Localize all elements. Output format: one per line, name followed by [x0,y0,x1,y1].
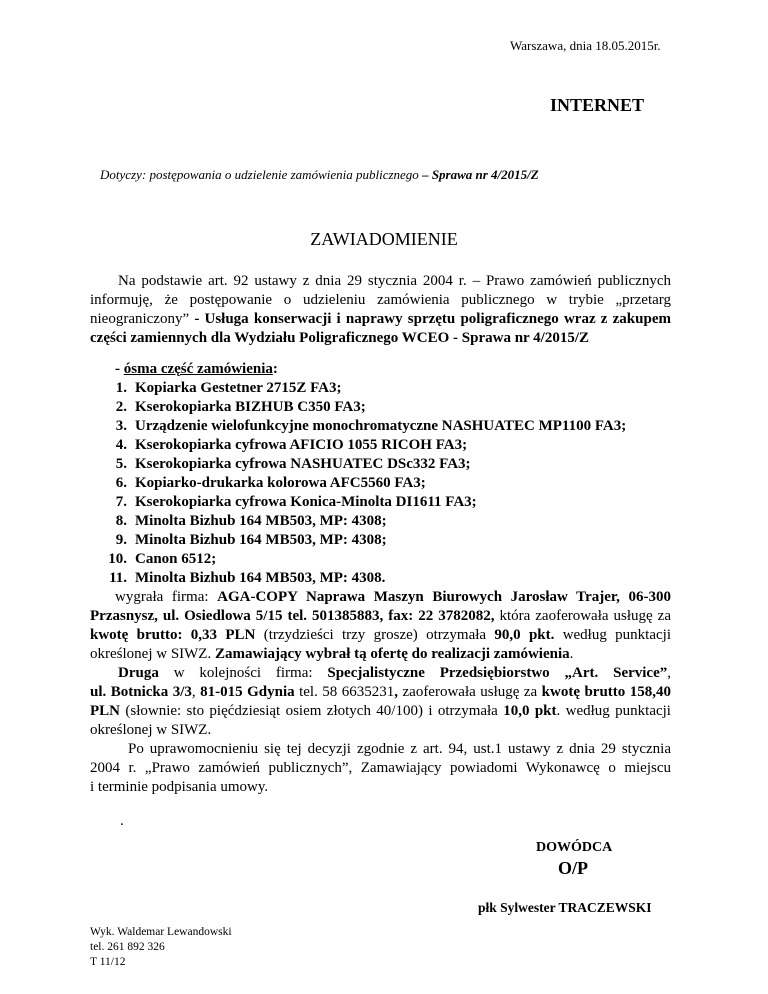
second-score-text: . według punktacji [556,703,671,719]
winner-score: 90,0 pkt. [494,627,555,643]
list-item [105,474,426,493]
list-item-text: Kopiarka Gestetner 2715Z FA3; [135,380,342,396]
winner-score-text: według punktacji [554,627,671,643]
list-item [105,379,342,398]
closing-line-2: 2004 r. „Prawo zamówień publicznych”, Zamawiający powiadomi Wykonawcę o miejscu [90,760,671,776]
winner-price: kwotę brutto: 0,33 PLN [90,627,256,643]
list-item-text: Kserokopiarka cyfrowa NASHUATEC DSc332 FA3; [135,456,471,472]
page-title: ZAWIADOMIENIE [310,229,458,249]
list-item-number: 7. [115,494,127,510]
list-item-text: Kserokopiarka cyfrowa AFICIO 1055 RICOH FA3; [135,437,468,453]
list-item [105,550,216,569]
subject-case-number: – Sprawa nr 4/2015/Z [422,167,539,182]
list-item-number: 5. [115,456,127,472]
second-offer-text: zaoferowała usługę za [398,684,542,700]
list-item-number: 3. [115,418,127,434]
winner-line-1 [115,588,671,607]
list-item-text: Canon 6512; [135,551,217,567]
author-ref: T 11/12 [90,956,126,968]
list-item [105,493,477,512]
signature-unit: O/P [558,858,588,878]
second-score: 10,0 pkt [503,703,557,719]
second-comma-2: , [394,684,399,700]
second-street: ul. Botnicka 3/3 [90,684,192,700]
list-item-text: Minolta Bizhub 164 MB503, MP: 4308. [135,570,386,586]
second-company: Specjalistyczne Przedsiębiorstwo „Art. Service” [327,665,668,681]
list-item-text: Minolta Bizhub 164 MB503, MP: 4308; [135,513,387,529]
list-item [105,436,467,455]
intro-line-4: części zamiennych dla Wydziału Poligraficznego WCEO - Sprawa nr 4/2015/Z [90,330,590,346]
signature-role: DOWÓDCA [536,840,613,855]
place-date: Warszawa, dnia 18.05.2015r. [510,38,661,53]
author-phone: tel. 261 892 326 [90,941,165,953]
second-currency: PLN [90,703,120,719]
second-line-1 [118,664,671,683]
list-item [105,512,387,531]
second-intro: w kolejności firma: [158,665,328,681]
signature-name: płk Sylwester TRACZEWSKI [478,900,652,915]
part-label: ósma część zamówienia [123,361,273,377]
list-item-number: 11. [109,570,127,586]
list-item-text: Minolta Bizhub 164 MB503, MP: 4308; [135,532,387,548]
intro-tender-type: nieograniczony” [90,311,190,327]
second-rank: Druga [118,665,159,681]
winner-line-4 [90,645,573,664]
second-city: 81-015 Gdynia [200,684,295,700]
subject-prefix: Dotyczy: postępowania o udzielenie zamówienia publicznego [100,167,419,182]
subject-line [100,167,539,183]
winner-line-2 [90,607,671,626]
destination-heading: INTERNET [550,95,645,115]
author-name: Wyk. Waldemar Lewandowski [90,926,232,938]
second-comma: , [667,665,671,681]
part-dash: - [115,361,124,377]
second-phone: tel. 58 6635231 [294,684,395,700]
second-line-3 [90,702,671,721]
part-heading [115,360,278,379]
list-item-number: 2. [115,399,127,415]
list-item [105,531,387,550]
second-line-2 [90,683,671,702]
author-block [90,925,232,970]
list-item [105,417,626,436]
list-item-number: 6. [115,475,127,491]
winner-line-3 [90,626,671,645]
list-item-number: 1. [115,380,127,396]
list-item-text: Kserokopiarka cyfrowa Konica-Minolta DI1611 FA3; [135,494,477,510]
second-price: kwotę brutto 158,40 [541,684,672,700]
list-item-number: 4. [115,437,127,453]
stray-dot: . [120,813,124,829]
winner-offer-text: która zaoferowała usługę za [494,608,671,624]
list-item-text: Kserokopiarka BIZHUB C350 FA3; [135,399,366,415]
intro-service-title: - Usługa konserwacji i naprawy sprzętu poligraficznego wraz z zakupem [189,311,671,327]
winner-selected: Zamawiający wybrał tą ofertę do realizacji zamówienia [214,646,570,662]
list-item-number: 8. [115,513,127,529]
intro-line-3 [90,310,671,329]
intro-line-2: informuję, że postępowanie o udzieleniu zamówienia publicznego w trybie „przetarg [90,292,671,308]
closing-line-1: Po uprawomocnieniu się tej decyzji zgodnie z art. 94, ust.1 ustawy z dnia 29 stycznia [128,741,671,757]
list-item-text: Kopiarko-drukarka kolorowa AFC5560 FA3; [135,475,426,491]
list-item-number: 9. [115,532,127,548]
part-colon: : [272,361,278,377]
list-item [105,455,471,474]
winner-siwz: określonej w SIWZ. [90,646,215,662]
winner-company: AGA-COPY Naprawa Maszyn Biurowych Jarosław Trajer, 06-300 [217,589,671,605]
list-item-number: 10. [108,551,127,567]
list-item-text: Urządzenie wielofunkcyjne monochromatyczne NASHUATEC MP1100 FA3; [135,418,627,434]
closing-line-3: i terminie podpisania umowy. [90,779,269,795]
winner-price-words: (trzydzieści trzy grosze) otrzymała [255,627,495,643]
winner-intro: wygrała firma: [115,589,218,605]
intro-line-1: Na podstawie art. 92 ustawy z dnia 29 stycznia 2004 r. – Prawo zamówień publicznych [118,273,671,289]
second-line-4: określonej w SIWZ. [90,722,212,738]
second-price-words: (słownie: sto pięćdziesiąt osiem złotych 40/100) i otrzymała [120,703,504,719]
winner-address: Przasnysz, ul. Osiedlowa 5/15 tel. 501385883, fax: 22 3782082, [90,608,495,624]
winner-end: . [569,646,574,662]
second-sep: , [191,684,201,700]
list-item [105,398,366,417]
list-item [105,569,385,588]
